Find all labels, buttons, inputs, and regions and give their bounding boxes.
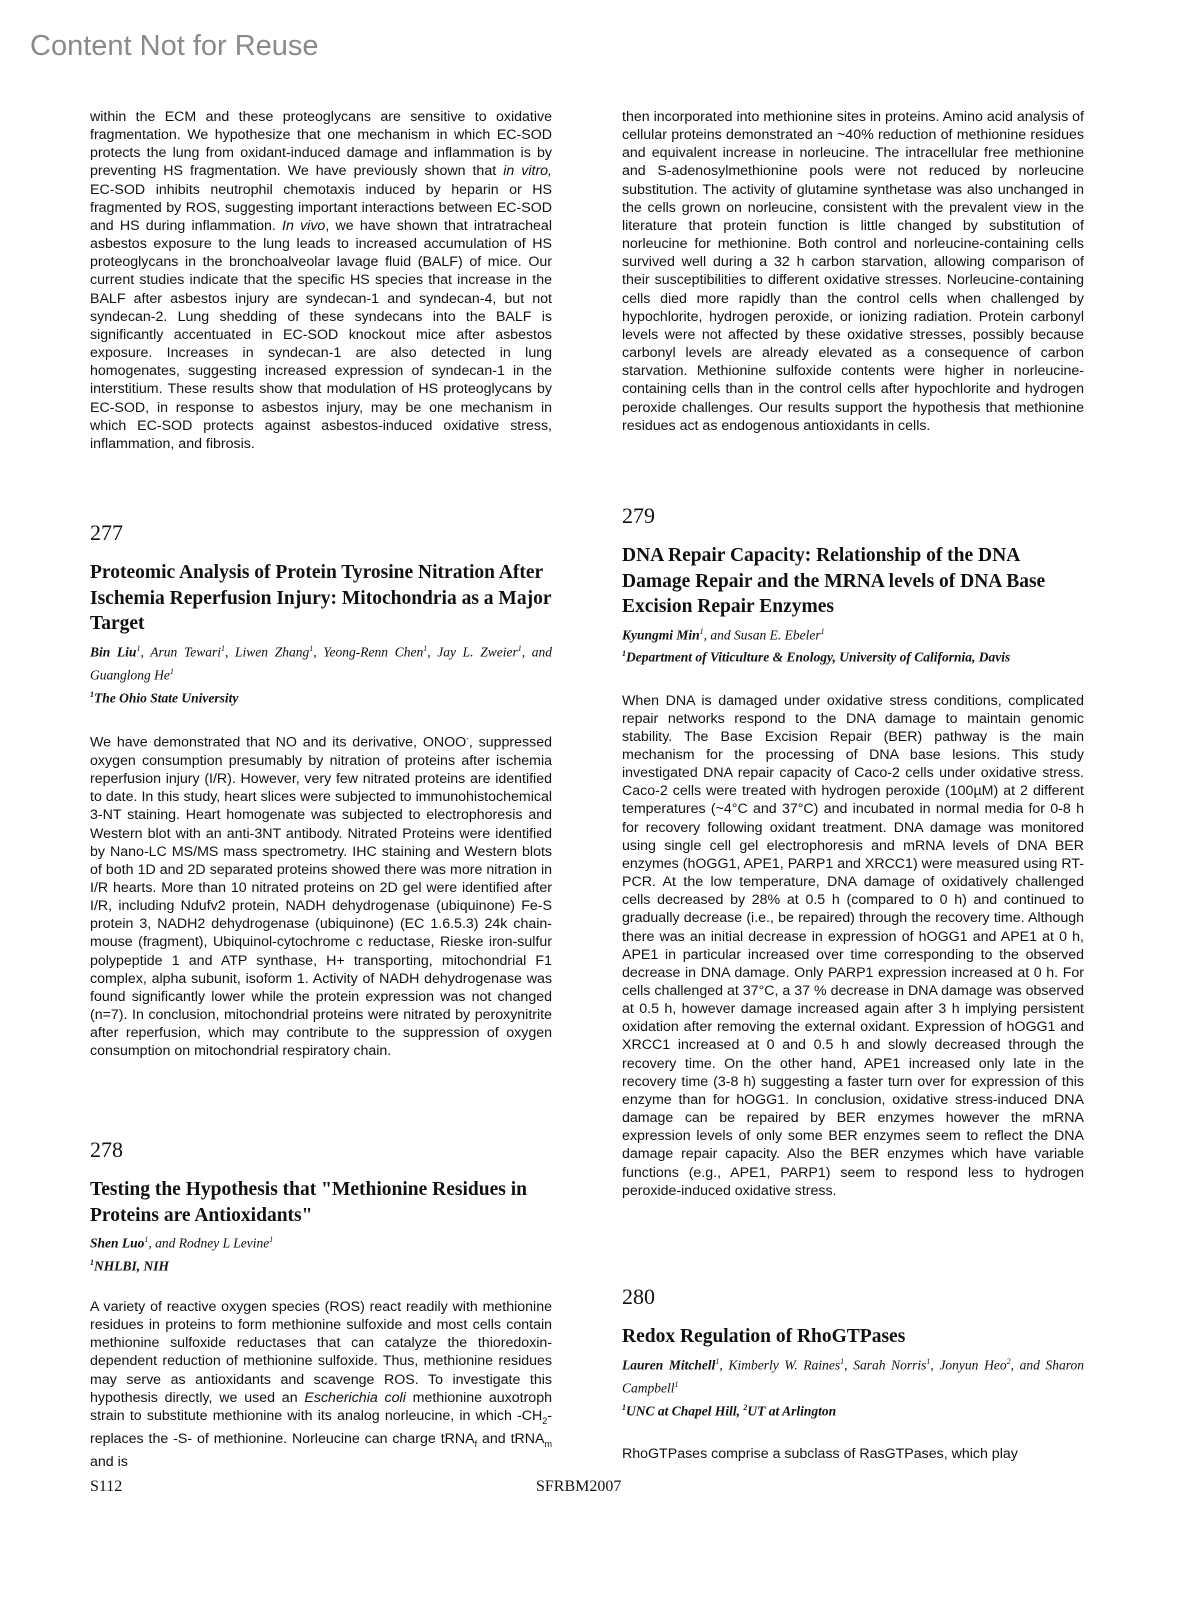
author-separator: , and xyxy=(703,627,735,642)
author-affiliation-mark: 1 xyxy=(699,626,704,636)
abstract-body xyxy=(90,1298,552,1471)
text-segment: EC-SOD inhibits neutrophil chemotaxis induced by heparin or HS fragmented by ROS, suggesting important interactions between EC-SOD and HS during inflammation. xyxy=(90,181,552,234)
affiliation-name: Department of Viticulture & Enology, University of California, Davis xyxy=(626,649,1011,665)
text-segment: 2 xyxy=(542,1415,548,1426)
text-segment: Escherichia coli xyxy=(304,1389,406,1406)
author-affiliation-mark: 1 xyxy=(926,1356,931,1366)
affiliation-mark: 1 xyxy=(90,1257,94,1267)
abstract-body xyxy=(90,730,552,1061)
abstract-title: Testing the Hypothesis that "Methionine Residues in Proteins are Antioxidants" xyxy=(90,1179,527,1226)
text-segment: in vitro, xyxy=(503,163,552,180)
author-affiliation-mark: 1 xyxy=(309,643,314,653)
text-segment: then incorporated into methionine sites in proteins. Amino acid analysis of cellular proteins demonstrated an ~40% reduction of methionine residues and equivalent increase in norleucine. The intracellular free methionine and S-adenosylmethionine pools were not reduced by norleucine substitution. The activity of glutamine synthetase was also unchanged in the cells grown on norleucine, consistent with the prevalent view in the literature that protein function is little changed by substitution of norleucine for methionine. Both control and norleucine-containing cells survived well during a 32 h carbon starvation, allowing comparison of their susceptibilities to different oxidative stresses. Norleucine-containing cells died more rapidly than the control cells when challenged by hypochlorite, hydrogen peroxide, or ionizing radiation. Protein carbonyl levels were not affected by these oxidative stresses, possibly because carbonyl levels are already elevated as a consequence of carbon starvation. Methionine sulfoxide contents were higher in norleucine-containing cells than in the control cells after hypochlorite and hydrogen peroxide challenges. Our results support the hypothesis that methionine residues act as endogenous antioxidants in cells. xyxy=(622,109,1084,434)
abstract-278 xyxy=(90,1137,552,1471)
abstract-affiliation xyxy=(622,1403,1084,1420)
abstract-authors xyxy=(622,1352,1084,1399)
journal-footer: SFRBM2007 xyxy=(536,1478,622,1495)
author-affiliation-mark: 1 xyxy=(820,626,825,636)
author-name: Sharon Campbell xyxy=(622,1357,1085,1396)
text-segment: , we have shown that intratracheal asbestos exposure to the lung leads to increased accumulation of HS proteoglycans in the bronchoalveolar lavage fluid (BALF) of mice. Our current studies indicate that the specific HS species that increase in the BALF after asbestos injury are syndecan-1 and syndecan-4, but not syndecan-2. Lung shedding of these syndecans into the BALF is significantly accentuated in EC-SOD knockout mice after asbestos exposure. Increases in syndecan-1 are also detected in lung homogenates, suggesting increased expression of syndecan-1 in the interstitium. These results show that modulation of HS proteoglycans by EC-SOD, in response to asbestos injury, may be one mechanism in which EC-SOD protects against asbestos-induced oxidative stress, inflammation, and fibrosis. xyxy=(90,217,552,452)
author-separator: , xyxy=(930,1357,940,1372)
author-name: Yeong-Renn Chen xyxy=(323,644,424,659)
affiliation-mark: 1 xyxy=(622,1402,626,1412)
text-segment: f xyxy=(474,1438,478,1449)
author-affiliation-mark: 1 xyxy=(144,1235,149,1244)
abstract-affiliation xyxy=(90,1258,552,1275)
affiliation-mark: 1 xyxy=(90,689,94,699)
abstract-affiliation xyxy=(90,690,552,707)
abstract-title: DNA Repair Capacity: Relationship of the DNA Damage Repair and the MRNA levels of DNA Base Excision Repair Enzymes xyxy=(622,545,1046,617)
affiliation-name: UT at Arlington xyxy=(747,1403,837,1418)
abstract-number: 277 xyxy=(90,520,123,545)
text-segment: - replaces the -S- of methionine. Norleucine can charge tRNA xyxy=(90,1407,552,1447)
abstract-number: 280 xyxy=(622,1284,655,1309)
author-affiliation-mark: 1 xyxy=(169,667,174,676)
author-name: Kyungmi Min xyxy=(622,627,700,642)
abstract-authors xyxy=(90,639,552,686)
abstract-body xyxy=(622,692,1084,1200)
author-affiliation-mark: 1 xyxy=(269,1235,274,1244)
abstract-number: 279 xyxy=(622,503,655,528)
affiliation-name: NHLBI, NIH xyxy=(94,1258,170,1273)
page-number: S112 xyxy=(90,1478,123,1495)
author-name: Kimberly W. Raines xyxy=(728,1357,841,1372)
author-separator: , xyxy=(224,644,236,659)
text-segment: methionine auxotroph strain to substitute methionine with its analog norleucine, in which -CH xyxy=(90,1389,552,1424)
text-segment: When DNA is damaged under oxidative stress conditions, complicated repair networks respond to the DNA damage to maintain genomic stability. The Base Excision Repair (BER) pathway is the main mechanism for the processing of DNA base lesions. This study investigated DNA repair capacity of Caco-2 cells under oxidative stress. Caco-2 cells were treated with hydrogen peroxide (100µM) at 2 different temperatures (~4°C and 37°C) and incubated in normal media for 0-8 h for recovery following oxidant treatment. DNA damage was monitored using single cell gel electrophoresis and mRNA levels of DNA BER enzymes (hOGG1, APE1, PARP1 and XRCC1) were measured using RT-PCR. At the low temperature, DNA damage of oxidatively challenged cells decreased by 28% at 0.5 h (compared to 0 h) and continued to gradually decrease (i.e., be repaired) through the recovery time. Although there was an initial decrease in expression of hOGG1 and APE1 at 0 h, APE1 in particular increased over time corresponding to the observed decrease in DNA damage. Only PARP1 expression increased at 0 h. For cells challenged at 37°C, a 37 % decrease in DNA damage was observed at 0.5 h, however damage increased again after 3 h implying persistent oxidation after removing the external oxidant. Expression of hOGG1 and XRCC1 increased at 0 and 0.5 h and slowly decreased through the recovery time. On the other hand, APE1 increased only late in the recovery time (3-8 h) suggesting a faster turn over for expression of this enzyme than for hOGG1. In conclusion, oxidative stress-induced DNA damage can be repaired by BER enzymes however the mRNA expression levels of only some BER enzymes seem to reflect the DNA damage repair capacity. Also the BER enzymes which have variable functions (e.g., APE1, PARP1) seem to respond less to hydrogen peroxide-induced oxidative stress. xyxy=(622,692,1084,1199)
abstract-affiliation xyxy=(622,649,1084,666)
text-segment: RhoGTPases comprise a subclass of RasGTPases, which play xyxy=(622,1446,1018,1462)
text-segment: and tRNA xyxy=(477,1430,545,1447)
text-segment: - xyxy=(466,734,469,743)
author-name: Rodney L Levine xyxy=(178,1235,270,1251)
author-separator: , xyxy=(313,644,324,659)
author-separator: , xyxy=(844,1357,854,1372)
author-separator: , and xyxy=(1010,1357,1046,1372)
author-name: Susan E. Ebeler xyxy=(734,627,821,642)
text-segment: A variety of reactive oxygen species (ROS) react readily with methionine residues in proteins to form methionine sulfoxide and most cells contain methionine sulfoxide reductases that can catalyze the thioredoxin-dependent reduction of methionine sulfoxide. Thus, methionine residues may serve as antioxidants and scavenge ROS. To investigate this hypothesis directly, we used an xyxy=(90,1299,552,1406)
text-segment: , suppressed oxygen consumption presumably by nitration of proteins after ischemia reperfusion injury (I/R). However, very few nitrated proteins are identified to date. In this study, heart slices were subjected to immunohistochemical 3-NT staining. Heart homogenate was subjected to electrophoresis and Western blot with an anti-3NT antibody. Nitrated Proteins were identified by Nano-LC MS/MS mass spectrometry. IHC staining and Western blots of both 1D and 2D separated proteins showed there was more nitration in I/R hearts. More than 10 nitrated proteins on 2D gel were identified after I/R, including Ndufv2 protein, NADH dehydrogenase (ubiquinone) Fe-S protein 3, NADH2 dehydrogenase (ubiquinone) (EC 1.6.5.3) 24k chain-mouse (fragment), Ubiquinol-cytochrome c reductase, Rieske iron-sulfur polypeptide 1 and ATP synthase, H+ transporting, mitochondrial F1 complex, alpha subunit, isoform 1. Activity of NADH dehydrogenase was found significantly lower while the protein expression was not changed (n=7). In conclusion, mitochondrial proteins were nitrated by peroxynitrite after reperfusion, which may contribute to the suppression of oxygen consumption on mitochondrial respiratory chain. xyxy=(90,734,553,1060)
author-name: Jonyun Heo xyxy=(939,1357,1007,1372)
author-name: Guanglong He xyxy=(90,667,170,683)
author-name: Shen Luo xyxy=(90,1235,145,1251)
affiliation-mark: 1 xyxy=(622,649,626,658)
text-segment: In vivo xyxy=(282,217,326,234)
author-affiliation-mark: 1 xyxy=(840,1356,845,1366)
text-segment: We have demonstrated that NO and its derivative, ONOO xyxy=(90,734,467,751)
abstract-authors xyxy=(90,1230,552,1254)
affiliation-name: The Ohio State University xyxy=(94,690,239,705)
author-separator: , xyxy=(719,1357,729,1372)
author-affiliation-mark: 2 xyxy=(1006,1356,1011,1366)
abstract-authors xyxy=(622,622,1084,646)
author-affiliation-mark: 1 xyxy=(715,1356,720,1366)
author-name: Liwen Zhang xyxy=(235,644,310,659)
author-separator: , and xyxy=(521,644,553,659)
author-affiliation-mark: 1 xyxy=(674,1380,679,1389)
author-affiliation-mark: 1 xyxy=(517,643,522,653)
author-name: Bin Liu xyxy=(90,644,137,659)
author-separator: , and xyxy=(148,1235,179,1251)
author-affiliation-mark: 1 xyxy=(136,643,141,653)
author-separator: , xyxy=(140,644,151,659)
abstract-body xyxy=(622,1445,1084,1463)
abstract-title: Redox Regulation of RhoGTPases xyxy=(622,1326,906,1347)
intro-paragraph-left xyxy=(90,108,552,453)
intro-paragraph-right xyxy=(622,108,1084,435)
author-name: Sarah Norris xyxy=(853,1357,927,1372)
text-segment: and is xyxy=(90,1453,128,1470)
watermark: Content Not for Reuse xyxy=(30,30,319,62)
author-name: Lauren Mitchell xyxy=(622,1357,716,1372)
author-name: Arun Tewari xyxy=(150,644,221,659)
author-affiliation-mark: 1 xyxy=(423,643,428,653)
text-segment: m xyxy=(544,1438,552,1449)
abstract-279 xyxy=(622,503,1084,1200)
author-name: Jay L. Zweier xyxy=(437,644,518,659)
text-segment: within the ECM and these proteoglycans are sensitive to oxidative fragmentation. We hypothesize that one mechanism in which EC-SOD protects the lung from oxidant-induced damage and inflammation is by preventing HS fragmentation. We have previously shown that xyxy=(90,109,552,180)
author-affiliation-mark: 1 xyxy=(220,643,225,653)
affiliation-name: UNC at Chapel Hill, xyxy=(626,1403,744,1418)
abstract-title: Proteomic Analysis of Protein Tyrosine Nitration After Ischemia Reperfusion Injury: Mitochondria as a Major Target xyxy=(90,562,552,634)
abstract-277 xyxy=(90,520,552,1061)
abstract-280 xyxy=(622,1284,1084,1463)
affiliation-mark: 2 xyxy=(743,1402,748,1412)
abstract-number: 278 xyxy=(90,1137,123,1162)
author-separator: , xyxy=(427,644,438,659)
